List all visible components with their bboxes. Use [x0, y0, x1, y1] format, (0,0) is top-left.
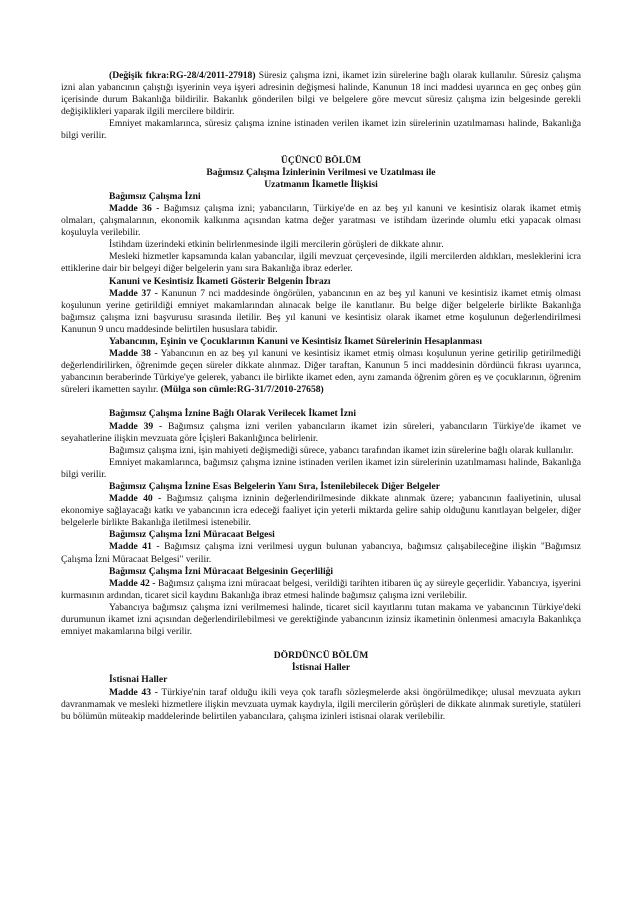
article-43-text: Türkiye'nin taraf olduğu ikili veya çok taraflı sözleşmelerde aksi öngörülmedikçe; ulusal mevzuata aykırı davranmamak ve mesleki hizmetlere ilişkin mevzuata uymak kaydıyla, ilgili mercilerin görüşleri de dikkate alınmak suretiyle, statüleri bu bölümün müteakip maddelerinde belirtilen yabancılara, çalışma izinleri istisnai olarak verilebilir.	[61, 686, 581, 722]
intro-paragraph-2: Emniyet makamlarınca, süresiz çalışma iznine istinaden verilen ikamet izin sürelerinin uzatılmaması halinde, Bakanlığa bilgi verilir.	[61, 118, 581, 142]
article-38-text: Yabancının en az beş yıl kanuni ve kesintisiz ikamet etmiş olması koşulunun yerine getirilip getirilmediği değerlendirilirken, öğrenimde geçen süreler dikkate alınmaz. Diğer taraftan, Kanunun 5 inci maddesinin dördüncü fıkrası uyarınca, yabancının beraberinde Türkiye'ye gelerek, yabancı ile birlikte ikamet eden, aynı zamanda öğrenim gören eş ve çocuklarının, öğrenim süreleri ikametten sayılır.	[61, 348, 581, 396]
article-36	[61, 203, 581, 239]
article-39-paragraph-2: Bağımsız çalışma izni, işin mahiyeti değişmediği sürece, yabancı tarafından ikamet izin sürelerine bağlı olarak kullanılır.	[109, 444, 574, 456]
article-38-label: Madde 38 -	[109, 348, 158, 360]
intro-paragraph-1-text: Süresiz çalışma izni, ikamet izin sürelerine bağlı olarak kullanılır. Süresiz çalışma izni alan yabancının çalıştığı işyerinin veya işyeri adresinin değişmesi halinde, Kanunun 18 inci maddesi uyarınca en geç onbeş gün içerisinde durum Bakanlığa bildirilir. Bakanlık gönderilen bilgi ve belgelere göre mevcut süresiz çalışma izin belgesinde gerekli değişiklikleri yaparak ilgili mercilere bildirir.	[61, 70, 582, 118]
article-37	[61, 288, 581, 336]
article-42	[61, 578, 581, 602]
article-36-paragraph-3: Mesleki hizmetler kapsamında kalan yabancılar, ilgili mevzuat çerçevesinde, ilgili mercilerden aldıkları, mesleklerini icra ettiklerine dair bir belgeyi diğer belgelerin yanı sıra Bakanlığa ibraz ederler.	[61, 251, 581, 275]
article-40-label: Madde 40 -	[109, 493, 162, 505]
heading-bagimsiz-calisma-izni: Bağımsız Çalışma İzni	[109, 190, 201, 202]
article-41-text: Bağımsız çalışma izni verilmesi uygun bulunan yabancıya, bağımsız çalışabileceğine ilişkin "Bağımsız Çalışma İzni Müracaat Belgesi" verilir.	[61, 541, 581, 565]
article-41	[61, 541, 581, 565]
article-43	[61, 687, 581, 723]
heading-kanuni-kesintisiz-ikamet: Kanuni ve Kesintisiz İkameti Gösterir Belgenin İbrazı	[109, 275, 331, 287]
heading-belge-gecerliligi: Bağımsız Çalışma İzni Müracaat Belgesinin Geçerliliği	[109, 565, 334, 577]
article-39-label: Madde 39 -	[109, 420, 163, 432]
article-38	[61, 348, 581, 396]
article-37-label: Madde 37 -	[109, 287, 158, 299]
article-37-text: Kanunun 7 nci maddesinde öngörülen, yabancının en az beş yıl kanuni ve kesintisiz ikamet etmiş olması koşulunun yerine getirildiği emniyet makamlarından alınacak belge ile kanıtlanır. Bu belge diğer belgelerle birlikte Bakanlığa bağımsız çalışma izni başvurusu sırasında iletilir. Beş yıl kanuni ve kesintisiz olarak ikamet etme koşulunun değerlendirilmesi Kanunun 9 uncu maddesinde belirtilen hususlara tabidir.	[61, 287, 581, 335]
section-4-subtitle: İstisnai Haller	[291, 662, 351, 674]
heading-ikamet-sureleri: Yabancının, Eşinin ve Çocuklarının Kanuni ve Kesintisiz İkamet Sürelerinin Hesaplanması	[109, 335, 482, 347]
article-43-label: Madde 43 -	[109, 686, 158, 698]
article-39-text: Bağımsız çalışma izni verilen yabancıların ikamet izin süreleri, yabancıların Türkiye'de ikamet ve seyahatlerine ilişkin mevzuata göre İçişleri Bakanlığınca belirlenir.	[61, 420, 582, 444]
article-39-paragraph-3: Emniyet makamlarınca, bağımsız çalışma iznine istinaden verilen ikamet izin sürelerinin uzatılmaması halinde, Bakanlığa bilgi verilir.	[61, 456, 581, 480]
article-42-label: Madde 42 -	[109, 577, 156, 589]
section-3-subtitle-line-1: Bağımsız Çalışma İzinlerinin Verilmesi ve Uzatılması ile	[206, 166, 436, 178]
article-36-paragraph-2: İstihdam üzerindeki etkinin belirlenmesinde ilgili mercilerin görüşleri de dikkate alınır.	[109, 239, 444, 251]
article-42-paragraph-2: Yabancıya bağımsız çalışma izni verilmemesi halinde, ticaret sicil kayıtlarını tutan makama ve yabancının Türkiye'deki durumunun ikamet izni açısından değerlendirilebilmesi ve gerektiğinde yabancının izinsiz ikametinin önlenmesi amacıyla Bakanlıkça emniyet makamlarına bilgi verilir.	[61, 601, 581, 638]
heading-diger-belgeler: Bağımsız Çalışma İznine Esas Belgelerin Yanı Sıra, İstenilebilecek Diğer Belgeler	[109, 481, 440, 492]
section-3-title: ÜÇÜNCÜ BÖLÜM	[280, 154, 362, 166]
article-42-text: Bağımsız çalışma izni müracaat belgesi, verildiği tarihten itibaren üç ay süreyle geçerlidir. Yabancıya, işyerini kurmasının ardından, ticaret sicil kaydını Bakanlığa ibraz etmesi halinde bağımsız çalışma izni verilebilir.	[61, 577, 581, 601]
amendment-note: (Değişik fıkra:RG-28/4/2011-27918)	[109, 70, 256, 81]
section-3-subtitle-line-2: Uzatmanın İkametle İlişkisi	[264, 178, 378, 190]
article-40	[61, 493, 581, 529]
article-41-label: Madde 41 -	[109, 541, 160, 553]
heading-muracaat-belgesi: Bağımsız Çalışma İzni Müracaat Belgesi	[109, 529, 275, 541]
article-40-text: Bağımsız çalışma izninin değerlendirilmesinde dikkate alınmak üzere; yabancının faaliyetinin, ulusal ekonomiye sağlayacağı katkı ve yabancının icra edeceği faaliyet için yeterli miktarda gelire sahip olduğunu kanıtlayan belgeler, diğer belgelerle birlikte Bakanlığa iletilmesi istenebilir.	[61, 493, 581, 529]
section-4-title: DÖRDÜNCÜ BÖLÜM	[273, 650, 369, 662]
repeal-note: (Mülga son cümle:RG-31/7/2010-27658)	[158, 384, 324, 396]
article-39	[61, 421, 581, 445]
article-36-label: Madde 36 -	[109, 202, 160, 214]
article-36-text: Bağımsız çalışma izni; yabancıların, Türkiye'de en az beş yıl kanuni ve kesintisiz olarak ikamet etmiş olmaları, çalışmalarının, ekonomik kalkınma açısından katma değer yaratması ve istihdam üzerinde olumlu etki yapacak olması koşuluyla verilebilir.	[61, 202, 581, 239]
heading-ikamet-izni: Bağımsız Çalışma İznine Bağlı Olarak Verilecek İkamet İzni	[109, 408, 357, 420]
intro-paragraph-1	[61, 70, 581, 118]
heading-istisnai-haller: İstisnai Haller	[109, 674, 168, 686]
